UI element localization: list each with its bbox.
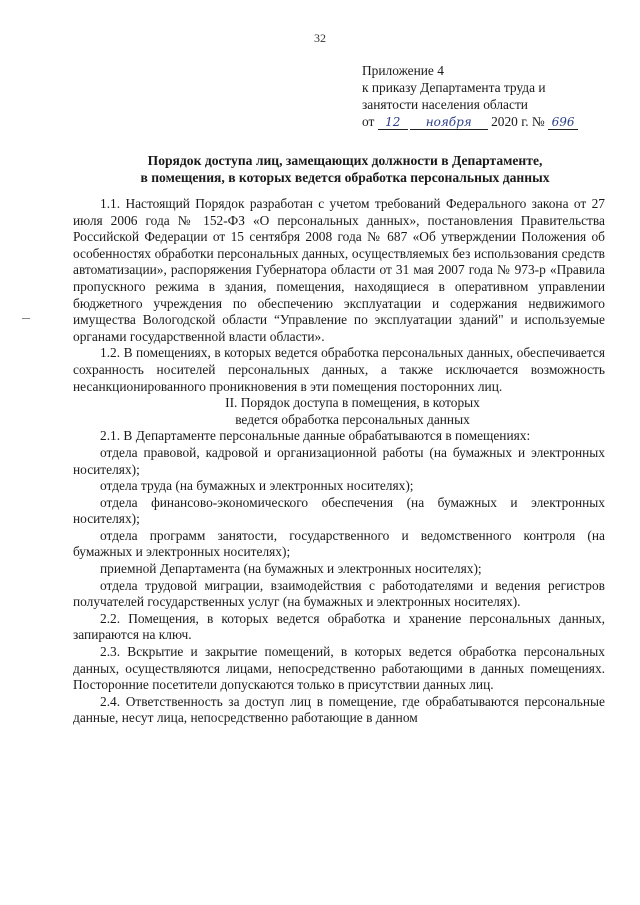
- section-2-title-line-2: ведется обработка персональных данных: [235, 411, 470, 427]
- handwritten-day: 12: [378, 115, 408, 130]
- year-label: 2020 г. №: [491, 114, 545, 129]
- list-item: приемной Департамента (на бумажных и электронных носителях);: [100, 561, 482, 577]
- from-label: от: [362, 114, 375, 129]
- appendix-line-2: к приказу Департамента труда и: [362, 80, 546, 95]
- list-item: отдела программ занятости, государственного и ведомственного контроля (на бумажных и электронных носителях);: [73, 527, 605, 560]
- document-title: [80, 152, 610, 186]
- appendix-date-line: [362, 113, 612, 130]
- list-item: отдела труда (на бумажных и электронных носителях);: [100, 478, 414, 494]
- paragraph-2-1: 2.1. В Департаменте персональные данные обрабатываются в помещениях:: [100, 428, 531, 444]
- paragraph-2-3: 2.3. Вскрытие и закрытие помещений, в которых ведется обработка персональных данных, осуществляются лицами, непосредственно работающими в данных помещениях. Посторонние посетители допускаются только в присутствии данных лиц.: [73, 644, 605, 693]
- list-item: отдела финансово-экономического обеспечения (на бумажных и электронных носителях);: [73, 494, 605, 527]
- title-line-1: Порядок доступа лиц, замещающих должности в Департаменте,: [147, 153, 543, 168]
- paragraph-2-4: 2.4. Ответственность за доступ лиц в помещение, где обрабатываются персональные данные, несут лица, непосредственно работающие в данном: [73, 693, 605, 726]
- appendix-header: [362, 62, 612, 130]
- list-item: отдела трудовой миграции, взаимодействия с работодателями и ведения регистров получателей государственных услуг (на бумажных и электронных носителях).: [73, 577, 605, 610]
- title-line-2: в помещения, в которых ведется обработка персональных данных: [140, 170, 550, 185]
- appendix-line-3: занятости населения области: [362, 97, 528, 112]
- document-body: [73, 196, 605, 727]
- paragraph-2-2: 2.2. Помещения, в которых ведется обработка и хранение персональных данных, запираются на ключ.: [73, 610, 605, 643]
- handwritten-month: ноября: [410, 115, 488, 130]
- page-number: 32: [314, 31, 326, 45]
- paragraph-1-1: 1.1. Настоящий Порядок разработан с учетом требований Федерального закона от 27 июля 2006 года № 152-ФЗ «О персональных данных», постановления Правительства Российской Федерации от 15 сентября 2008 года № 687 «Об утверждении Положения об особенностях обработки персональных данных, осуществляемых без использования средств автоматизации», распоряжения Губернатора области от 31 мая 2007 года № 973-р «Правила пропускного режима в здания, помещения, находящиеся в оперативном управлении бюджетного учреждения по обеспечению эксплуатации и содержания недвижимого имущества Вологодской области “Управление по эксплуатации зданий" и используемые органами государственной власти области».: [73, 196, 605, 344]
- appendix-line-1: Приложение 4: [362, 63, 444, 78]
- list-item: отдела правовой, кадровой и организационной работы (на бумажных и электронных носителях);: [73, 444, 605, 477]
- section-2-title-line-1: II. Порядок доступа в помещения, в которых: [225, 395, 480, 411]
- paragraph-1-2: 1.2. В помещениях, в которых ведется обработка персональных данных, обеспечивается сохранность носителей персональных данных, а также исключается возможность несанкционированного проникновения в эти помещения посторонних лиц.: [73, 345, 605, 394]
- margin-mark: [22, 318, 30, 319]
- handwritten-order-number: 696: [548, 115, 578, 130]
